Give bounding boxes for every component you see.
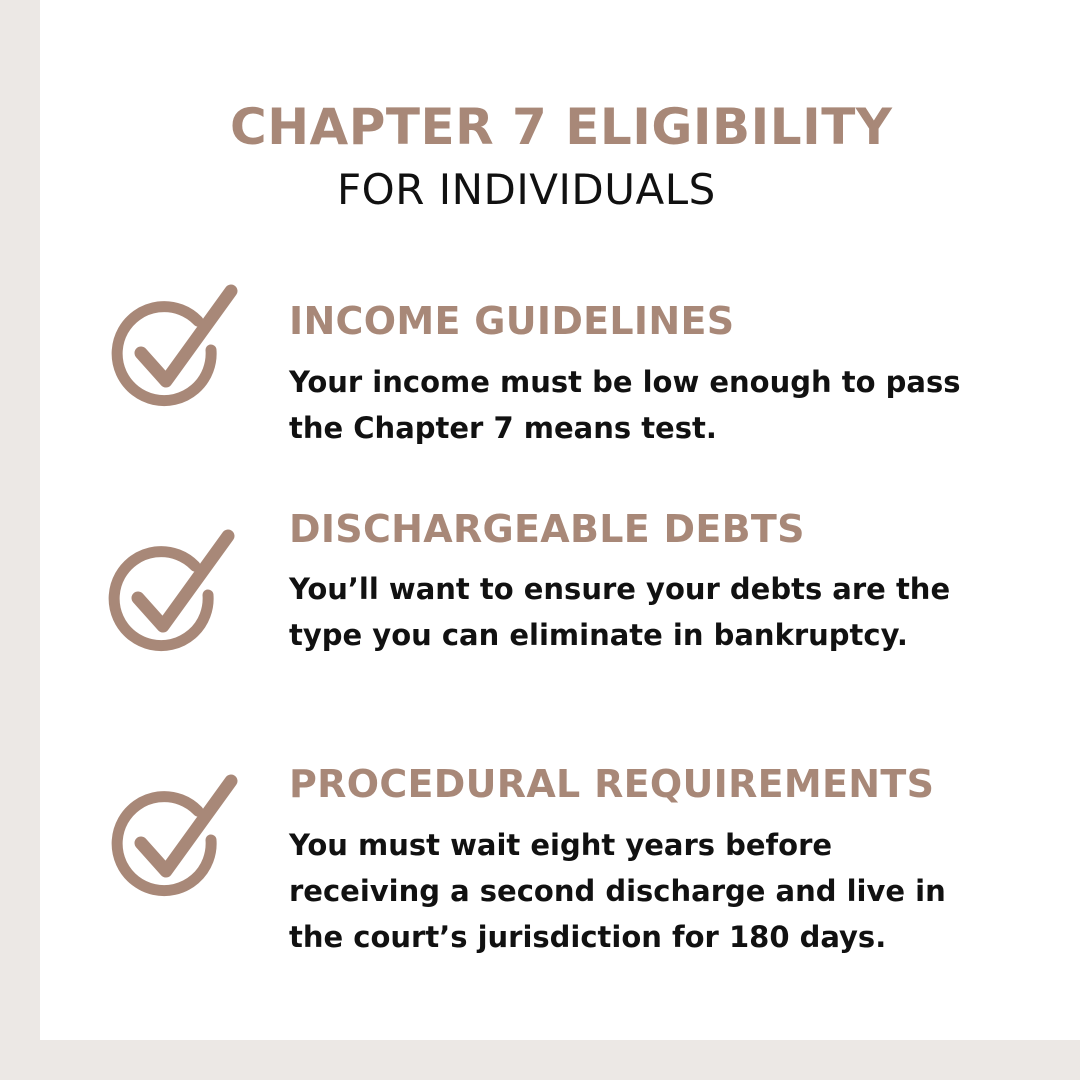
item-text-income: Your income must be low enough to pass the Chapter 7 means test. (289, 365, 961, 445)
item-heading-income: INCOME GUIDELINES (289, 299, 735, 343)
check-circle-icon (108, 283, 238, 418)
check-circle-icon (105, 528, 235, 663)
item-text-procedural: You must wait eight years before receiving a second discharge and live in the court’s jurisdiction for 180 days. (289, 828, 946, 954)
page-subtitle: FOR INDIVIDUALS (337, 165, 716, 214)
check-circle-icon (108, 773, 238, 908)
item-heading-debts: DISCHARGEABLE DEBTS (289, 507, 805, 551)
item-text-debts: You’ll want to ensure your debts are the type you can eliminate in bankruptcy. (289, 572, 951, 652)
item-heading-procedural: PROCEDURAL REQUIREMENTS (289, 762, 935, 806)
infographic-card (40, 0, 1080, 1040)
page-title: CHAPTER 7 ELIGIBILITY (230, 98, 893, 156)
